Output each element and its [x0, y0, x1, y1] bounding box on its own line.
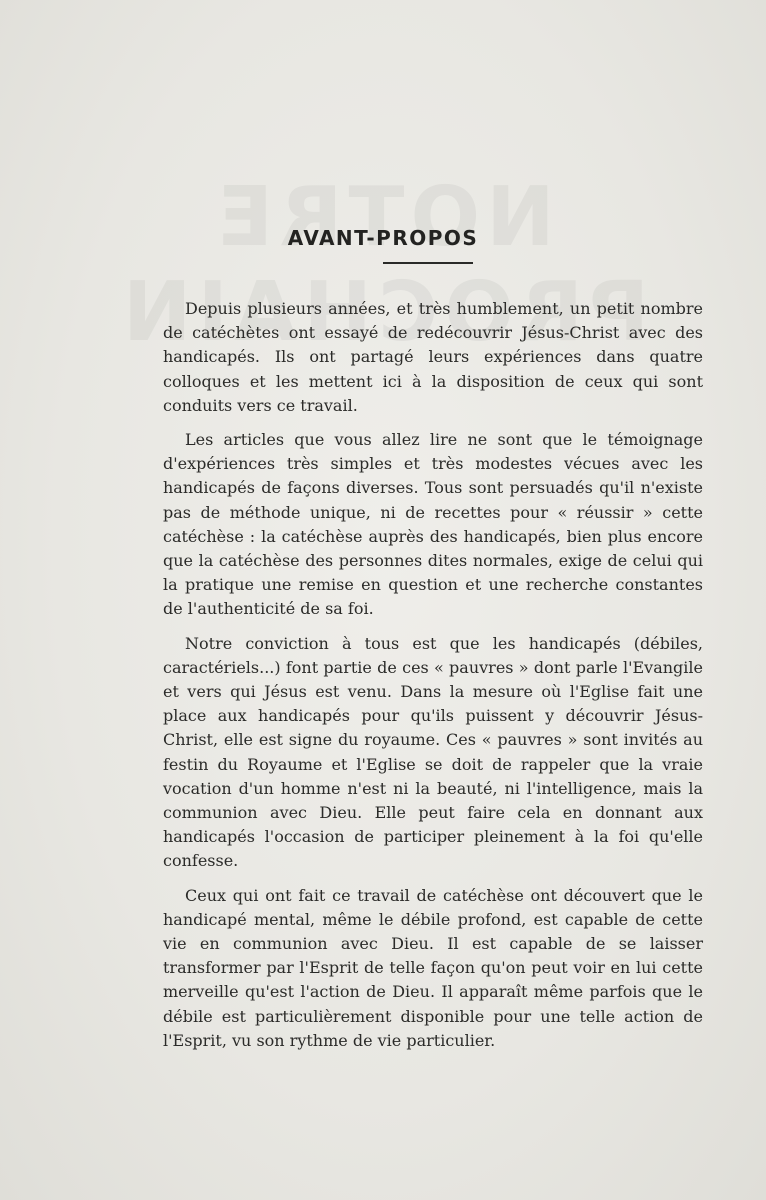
paragraph-3: Notre conviction à tous est que les handicapés (débiles, caractériels...) font partie de ces « pauvres » dont parle l'Evangile et vers qui Jésus est venu. Dans la mesure où l'Eglise fait une place aux handicapés pour qu'ils puissent y découvrir Jésus-Christ, elle est signe du royaume. Ces « pauvres » sont invités au festin du Royaume et l'Eglise se doit de rappeler que la vraie vocation d'un homme n'est ni la beauté, ni l'intelligence, mais la communion avec Dieu. Elle peut faire cela en donnant aux handicapés l'occasion de participer pleinement à la foi qu'elle confesse. [163, 633, 703, 871]
paragraph-4: Ceux qui ont fait ce travail de catéchèse ont découvert que le handicapé mental, même le débile profond, est capable de cette vie en communion avec Dieu. Il est capable de se laisser transformer par l'Esprit de telle façon qu'on peut voir en lui cette merveille qu'est l'action de Dieu. Il apparaît même parfois que le débile est particulièrement disponible pour une telle action de l'Esprit, vu son rythme de vie particulier. [163, 885, 703, 1050]
title-underline [383, 262, 473, 264]
page-title: AVANT-PROPOS [287, 226, 479, 250]
paragraph-2: Les articles que vous allez lire ne sont que le témoignage d'expériences très simples et très modestes vécues avec les handicapés de façons diverses. Tous sont persuadés qu'il n'existe pas de méthode unique, ni de recettes pour « réussir » cette catéchèse : la catéchèse auprès des handicapés, bien plus encore que la catéchèse des personnes dites normales, exige de celui qui la pratique une remise en question et une recherche constantes de l'authenticité de sa foi. [163, 430, 703, 619]
paragraph-1: Depuis plusieurs années, et très humblement, un petit nombre de catéchètes ont essayé de redécouvrir Jésus-Christ avec des handicapés. Ils ont partagé leurs expériences dans quatre colloques et les mettent ici à la disposition de ceux qui sont conduits vers ce travail. [163, 299, 703, 415]
body-text [163, 297, 703, 1063]
